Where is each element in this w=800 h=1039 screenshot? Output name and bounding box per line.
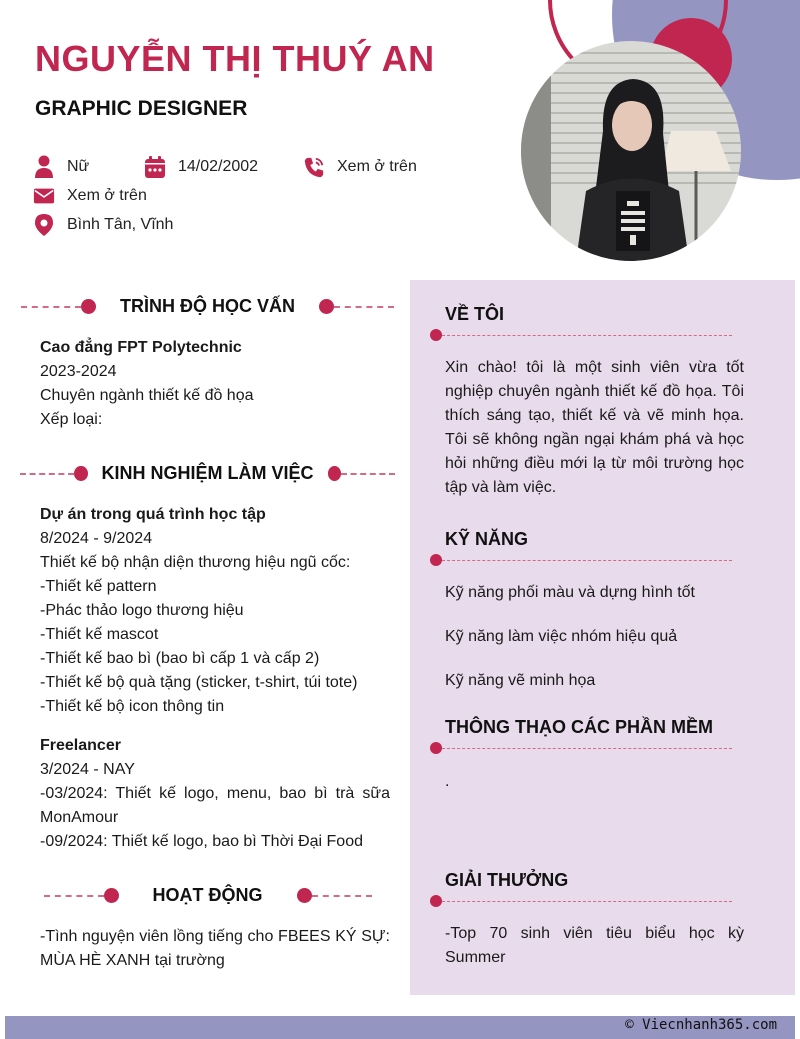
address-text: Bình Tân, Vĩnh [67, 216, 174, 233]
experience-heading: KINH NGHIỆM LÀM VIỆC [20, 463, 395, 484]
heading-dot [319, 299, 334, 314]
map-pin-icon [33, 213, 55, 237]
heading-dot [297, 888, 312, 903]
about-rule [430, 329, 732, 341]
skill-item: Kỹ năng phối màu và dựng hình tốt [445, 584, 695, 601]
job-title-2: Freelancer [40, 737, 121, 754]
profile-photo [521, 41, 741, 261]
job-title: GRAPHIC DESIGNER [35, 97, 248, 120]
education-heading: TRÌNH ĐỘ HỌC VẤN [20, 296, 395, 317]
job-line: Thiết kế bộ nhận diện thương hiệu ngũ cốc: [40, 554, 351, 571]
job-period-1: 8/2024 - 9/2024 [40, 530, 153, 547]
experience-job-1 [40, 503, 390, 719]
job-line: -09/2024: Thiết kế logo, bao bì Thời Đại Food [40, 833, 363, 850]
job-line: -Thiết kế mascot [40, 626, 159, 643]
gender-row [33, 155, 89, 179]
skill-item: Kỹ năng làm việc nhóm hiệu quả [445, 628, 678, 645]
phone-text: Xem ở trên [337, 158, 417, 175]
job-line: -Phác thảo logo thương hiệu [40, 602, 244, 619]
software-rule [430, 742, 732, 754]
education-major: Chuyên ngành thiết kế đồ họa [40, 387, 254, 404]
skills-heading: KỸ NĂNG [445, 529, 529, 549]
software-text: . [445, 773, 450, 790]
skill-item: Kỹ năng vẽ minh họa [445, 672, 596, 689]
software-heading: THÔNG THẠO CÁC PHẦN MỀM [445, 717, 713, 737]
about-text: Xin chào! tôi là một sinh viên vừa tốt nghiệp chuyên ngành thiết kế đồ họa. Tôi thích sáng tạo, thiết kế và vẽ minh họa. Tôi sẽ không ngần ngại khám phá và học hỏi những điều mới lạ từ môi trường học tập và làm việc. [445, 359, 744, 496]
footer-copyright[interactable]: © Viecnhanh365.com [625, 1017, 777, 1033]
education-grade: Xếp loại: [40, 411, 103, 428]
birthday-row [144, 155, 258, 179]
candidate-name: NGUYỄN THỊ THUÝ AN [35, 38, 435, 79]
job-period-2: 3/2024 - NAY [40, 761, 135, 778]
education-block [40, 336, 390, 432]
heading-dot [328, 466, 342, 481]
birthday-text: 14/02/2002 [178, 158, 259, 175]
email-text: Xem ở trên [67, 187, 147, 204]
address-row [33, 213, 173, 237]
awards-heading: GIẢI THƯỞNG [445, 870, 569, 890]
awards-rule [430, 895, 732, 907]
experience-job-2 [40, 734, 390, 854]
education-years: 2023-2024 [40, 363, 117, 380]
job-line: -Thiết kế bộ quà tặng (sticker, t-shirt, túi tote) [40, 674, 358, 691]
heading-dot [104, 888, 119, 903]
job-title-1: Dự án trong quá trình học tập [40, 506, 266, 523]
calendar-icon [144, 155, 166, 179]
awards-text: -Top 70 sinh viên tiêu biểu học kỳ Summer [445, 925, 744, 966]
phone-row [303, 155, 417, 179]
job-line: -Thiết kế bao bì (bao bì cấp 1 và cấp 2) [40, 650, 320, 667]
about-heading: VỀ TÔI [445, 304, 505, 324]
skills-rule [430, 554, 732, 566]
phone-icon [303, 155, 325, 179]
heading-dot [81, 299, 96, 314]
job-line: -Thiết kế bộ icon thông tin [40, 698, 225, 715]
job-line: -03/2024: Thiết kế logo, menu, bao bì trà sữa MonAmour [40, 785, 390, 826]
email-row [33, 184, 147, 208]
envelope-icon [33, 184, 55, 208]
activities-text: -Tình nguyện viên lồng tiếng cho FBEES KÝ SỰ: MÙA HÈ XANH tại trường [40, 928, 390, 969]
heading-dot [74, 466, 88, 481]
school-name: Cao đẳng FPT Polytechnic [40, 339, 242, 356]
gender-text: Nữ [67, 158, 90, 175]
job-line: -Thiết kế pattern [40, 578, 157, 595]
user-icon [33, 155, 55, 179]
activities-heading: HOẠT ĐỘNG [20, 885, 395, 906]
